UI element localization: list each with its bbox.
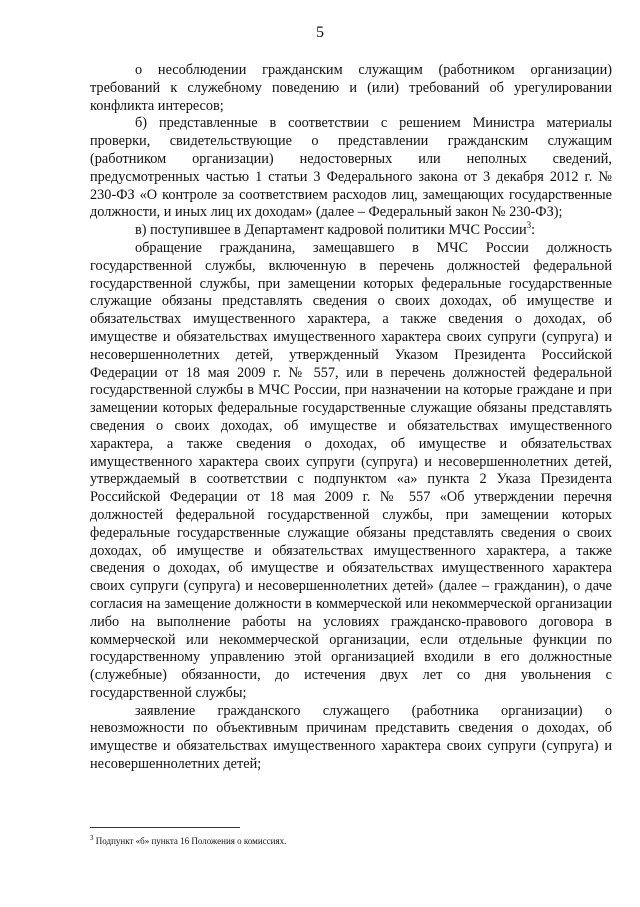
paragraph-v — [90, 222, 612, 240]
paragraph-statement: заявление гражданского служащего (работника организации) о невозможности по объективным причинам представить сведения о доходах, об имуществе и обязательствах имущественного характера своих супруги (супруга) и несовершеннолетних детей; — [90, 702, 612, 773]
footnote — [90, 836, 612, 847]
paragraph-v-tail: : — [531, 222, 536, 239]
footnote-text: Подпункт «б» пункта 16 Положения о комиссиях. — [93, 836, 287, 846]
paragraph-citizen-appeal: обращение гражданина, замещавшего в МЧС России должность государственной службы, включенную в перечень должностей федеральной государственной службы, при замещении которых федеральные государственные служащие обязаны представлять сведения о своих доходах, об имуществе и обязательствах имущественного характера, а также сведения о доходах, об имуществе и обязательствах имущественного характера своих супруги (супруга) и несовершеннолетних детей, утвержденный Указом Президента Российской Федерации от 18 мая 2009 г. № 557, или в перечень должностей федеральной государственной службы в МЧС России, при назначении на которые граждане и при замещении которых федеральные государственные служащие обязаны представлять сведения о своих доходах, об имуществе и обязательствах имущественного характера, а также сведения о доходах, об имуществе и обязательствах имущественного характера своих супруги (супруга) и несовершеннолетних детей, утверждаемый в соответствии с подпунктом «а» пункта 2 Указа Президента Российской Федерации от 18 мая 2009 г. № 557 «Об утверждении перечня должностей федеральной государственной службы, при замещении которых федеральные государственные служащие обязаны представлять сведения о своих доходах, об имуществе и обязательствах имущественного характера, а также сведения о доходах, об имуществе и обязательствах имущественного характера своих супруги (супруга) и несовершеннолетних детей» (далее – гражданин), о даче согласия на замещение должности в коммерческой или некоммерческой организации либо на выполнение работы на условиях гражданско-правового договора в коммерческой или некоммерческой организации, если отдельные функции по государственному управлению этой организацией входили в его должностные (служебные) обязанности, до истечения двух лет со дня увольнения с государственной службы; — [90, 239, 612, 701]
paragraph-v-text: в) поступившее в Департамент кадровой политики МЧС России — [135, 222, 527, 239]
footnote-divider — [90, 827, 240, 828]
document-body — [90, 62, 612, 774]
paragraph-a-continuation: о несоблюдении гражданским служащим (работником организации) требований к служебному поведению и (или) требований об урегулировании конфликта интересов; — [90, 62, 612, 114]
footnote-reference: 3 — [526, 220, 532, 231]
page-number: 5 — [316, 24, 324, 41]
footnote-marker: 3 — [90, 834, 94, 842]
paragraph-b: б) представленные в соответствии с решением Министра материалы проверки, свидетельствующие о представлении гражданским служащим (работником организации) недостоверных или неполных сведений, предусмотренных частью 1 статьи 3 Федерального закона от 3 декабря 2012 г. № 230-ФЗ «О контроле за соответствием расходов лиц, замещающих государственные должности, и иных лиц их доходам» (далее – Федеральный закон № 230-ФЗ); — [90, 115, 612, 221]
